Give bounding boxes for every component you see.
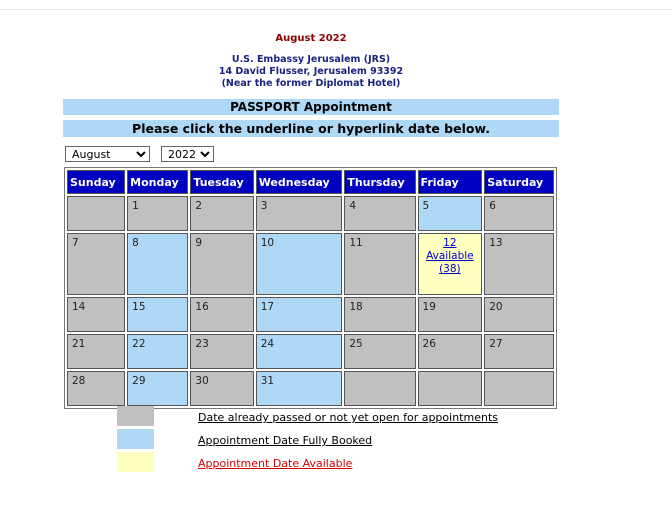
day-number: 6	[489, 200, 496, 212]
day-number: 19	[422, 301, 436, 313]
weekday-monday: Monday	[127, 170, 188, 194]
weekday-friday: Friday	[418, 170, 483, 194]
embassy-address	[0, 54, 622, 90]
calendar-day-cell	[256, 297, 343, 332]
day-number: 13	[489, 237, 503, 249]
calendar-day-cell	[67, 334, 125, 369]
calendar-day-cell	[67, 233, 125, 295]
embassy-street: 14 David Flusser, Jerusalem 93392	[218, 66, 404, 77]
availability-count[interactable]: (38)	[439, 263, 461, 275]
day-number: 29	[132, 375, 146, 387]
month-select[interactable]	[65, 146, 150, 162]
calendar-day-cell	[418, 334, 483, 369]
calendar-day-cell	[418, 196, 483, 231]
legend-booked-label: Appointment Date Fully Booked	[198, 434, 373, 447]
day-number: 4	[349, 200, 357, 212]
day-number: 30	[195, 375, 209, 387]
calendar-empty-cell	[484, 371, 554, 406]
calendar-empty-cell	[67, 196, 125, 231]
calendar-day-cell	[256, 334, 343, 369]
legend-booked	[117, 429, 537, 449]
calendar-empty-cell	[344, 371, 415, 406]
day-number: 25	[349, 338, 363, 350]
calendar-day-cell	[344, 297, 415, 332]
day-number: 21	[72, 338, 86, 350]
legend-swatch-gray	[117, 406, 154, 426]
legend-swatch-blue	[117, 429, 154, 449]
calendar-day-cell	[344, 233, 415, 295]
availability-label[interactable]: Available	[426, 250, 474, 262]
day-number: 20	[489, 301, 503, 313]
day-number: 5	[422, 200, 430, 212]
day-number: 31	[260, 375, 275, 387]
day-number: 24	[260, 338, 275, 350]
available-date-link[interactable]	[423, 237, 478, 276]
day-number: 1	[132, 200, 139, 212]
page-title: August 2022	[275, 33, 347, 44]
calendar-day-cell	[67, 297, 125, 332]
calendar-day-cell	[190, 371, 253, 406]
calendar-day-cell	[190, 297, 253, 332]
calendar-day-cell	[127, 334, 188, 369]
calendar-day-cell	[190, 233, 253, 295]
embassy-name: U.S. Embassy Jerusalem (JRS)	[231, 54, 391, 65]
calendar-day-cell	[256, 196, 343, 231]
legend-available	[117, 452, 537, 472]
calendar-week-row	[67, 297, 554, 332]
calendar-day-cell	[190, 196, 253, 231]
day-number: 8	[132, 237, 139, 249]
weekday-tuesday: Tuesday	[190, 170, 253, 194]
calendar-day-cell[interactable]	[418, 233, 483, 295]
day-number[interactable]: 12	[443, 237, 457, 249]
day-number: 2	[195, 200, 203, 212]
day-number: 16	[195, 301, 209, 313]
calendar-day-cell	[190, 334, 253, 369]
day-number: 14	[72, 301, 86, 313]
day-number: 7	[72, 237, 79, 249]
legend-available-label: Appointment Date Available	[198, 457, 353, 470]
day-number: 10	[260, 237, 275, 249]
calendar-day-cell	[344, 334, 415, 369]
day-number: 28	[72, 375, 86, 387]
calendar-week-row	[67, 334, 554, 369]
calendar-day-cell	[67, 371, 125, 406]
weekday-saturday: Saturday	[484, 170, 554, 194]
calendar-day-cell	[256, 233, 343, 295]
legend-swatch-yellow	[117, 452, 154, 472]
weekday-thursday: Thursday	[344, 170, 415, 194]
calendar-day-cell	[484, 196, 554, 231]
instruction-banner: Please click the underline or hyperlink date below.	[63, 120, 559, 137]
calendar-grid	[64, 167, 557, 409]
calendar-day-cell	[127, 371, 188, 406]
day-number: 27	[489, 338, 503, 350]
year-select[interactable]	[161, 146, 214, 162]
legend-passed-label: Date already passed or not yet open for appointments	[198, 411, 498, 424]
legend-passed	[117, 406, 537, 426]
calendar-week-row	[67, 196, 554, 231]
appointment-type-banner: PASSPORT Appointment	[63, 99, 559, 115]
calendar-day-cell	[418, 297, 483, 332]
day-number: 3	[260, 200, 268, 212]
day-number: 9	[195, 237, 203, 249]
calendar-day-cell	[256, 371, 343, 406]
day-number: 18	[349, 301, 363, 313]
day-number: 15	[132, 301, 146, 313]
calendar-day-cell	[484, 297, 554, 332]
weekday-sunday: Sunday	[67, 170, 125, 194]
day-number: 17	[260, 301, 275, 313]
day-number: 23	[195, 338, 209, 350]
weekday-header-row	[67, 170, 554, 194]
day-number: 22	[132, 338, 146, 350]
calendar-day-cell	[344, 196, 415, 231]
calendar-day-cell	[127, 297, 188, 332]
weekday-wednesday: Wednesday	[256, 170, 343, 194]
calendar-week-row	[67, 233, 554, 295]
calendar-day-cell	[127, 196, 188, 231]
day-number: 26	[422, 338, 436, 350]
calendar-day-cell	[484, 334, 554, 369]
day-number: 11	[349, 237, 363, 249]
calendar-day-cell	[484, 233, 554, 295]
embassy-landmark: (Near the former Diplomat Hotel)	[221, 78, 401, 89]
calendar-empty-cell	[418, 371, 483, 406]
top-divider	[0, 9, 672, 10]
calendar-day-cell	[127, 233, 188, 295]
calendar-week-row	[67, 371, 554, 406]
